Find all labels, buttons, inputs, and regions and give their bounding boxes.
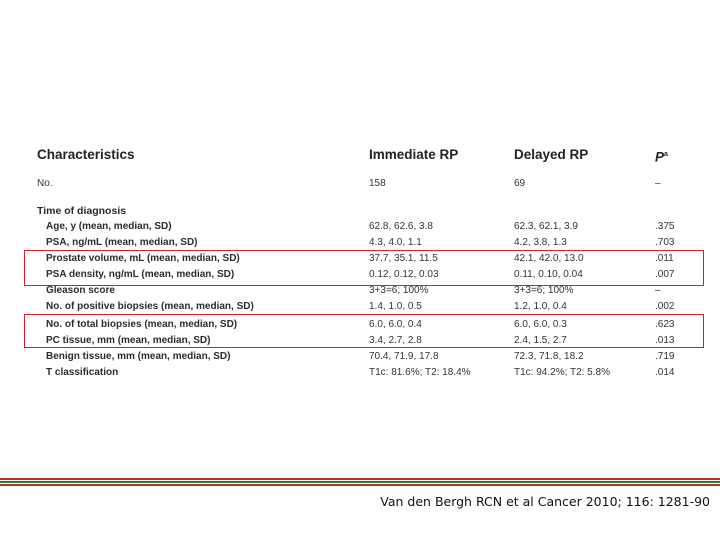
row-p: .703 (655, 237, 675, 248)
row-immediate: 62.8, 62.6, 3.8 (369, 221, 433, 232)
row-immediate: T1c: 81.6%; T2: 18.4% (369, 367, 471, 378)
row-p: .719 (655, 351, 675, 362)
footer-divider (0, 478, 720, 490)
row-label: Gleason score (46, 285, 115, 296)
row-label: Age, y (mean, median, SD) (46, 221, 172, 232)
row-immediate: 37.7, 35.1, 11.5 (369, 253, 438, 264)
row-p: .375 (655, 221, 675, 232)
row-p: .014 (655, 367, 675, 378)
footer-line-red-2 (0, 484, 720, 486)
row-p: .013 (655, 335, 675, 346)
highlight-box-volume-density (24, 250, 704, 286)
no-row-immediate: 158 (369, 178, 386, 189)
row-delayed: T1c: 94.2%; T2: 5.8% (514, 367, 610, 378)
row-immediate: 0.12, 0.12, 0.03 (369, 269, 439, 280)
no-row-label: No. (37, 178, 53, 189)
row-delayed: 3+3=6; 100% (514, 285, 574, 296)
row-label: PSA, ng/mL (mean, median, SD) (46, 237, 198, 248)
header-p-value (655, 148, 668, 165)
header-characteristics: Characteristics (37, 147, 135, 162)
row-p: .007 (655, 269, 675, 280)
row-label: No. of positive biopsies (mean, median, SD) (46, 301, 254, 312)
row-label: No. of total biopsies (mean, median, SD) (46, 319, 238, 330)
row-label: T classification (46, 367, 119, 378)
row-label: PC tissue, mm (mean, median, SD) (46, 335, 211, 346)
row-delayed: 42.1, 42.0, 13.0 (514, 253, 584, 264)
row-delayed: 6.0, 6.0, 0.3 (514, 319, 567, 330)
row-immediate: 70.4, 71.9, 17.8 (369, 351, 439, 362)
row-p: – (655, 285, 661, 296)
footer-line-green (0, 481, 720, 483)
row-immediate: 3+3=6; 100% (369, 285, 429, 296)
row-label: Prostate volume, mL (mean, median, SD) (46, 253, 240, 264)
header-delayed-rp: Delayed RP (514, 147, 589, 162)
citation: Van den Bergh RCN et al Cancer 2010; 116: 1281-90 (380, 494, 710, 509)
row-delayed: 2.4, 1.5, 2.7 (514, 335, 567, 346)
header-p-letter: P (655, 149, 665, 165)
row-delayed: 62.3, 62.1, 3.9 (514, 221, 578, 232)
no-row-delayed: 69 (514, 178, 526, 189)
row-immediate: 1.4, 1.0, 0.5 (369, 301, 422, 312)
row-p: .623 (655, 319, 675, 330)
highlight-box-biopsies-tissue (24, 314, 704, 348)
row-label: PSA density, ng/mL (mean, median, SD) (46, 269, 235, 280)
section-title: Time of diagnosis (37, 205, 127, 217)
row-delayed: 4.2, 3.8, 1.3 (514, 237, 567, 248)
row-p: .002 (655, 301, 675, 312)
row-delayed: 1.2, 1.0, 0.4 (514, 301, 567, 312)
row-delayed: 72.3, 71.8, 18.2 (514, 351, 584, 362)
row-p: .011 (655, 253, 674, 264)
header-immediate-rp: Immediate RP (369, 147, 459, 162)
row-immediate: 6.0, 6.0, 0.4 (369, 319, 422, 330)
row-immediate: 4.3, 4.0, 1.1 (369, 237, 422, 248)
row-label: Benign tissue, mm (mean, median, SD) (46, 351, 231, 362)
row-delayed: 0.11, 0.10, 0.04 (514, 269, 583, 280)
no-row-p: – (655, 178, 661, 189)
header-p-superscript: a (664, 151, 668, 158)
footer-line-red (0, 478, 720, 480)
row-immediate: 3.4, 2.7, 2.8 (369, 335, 422, 346)
